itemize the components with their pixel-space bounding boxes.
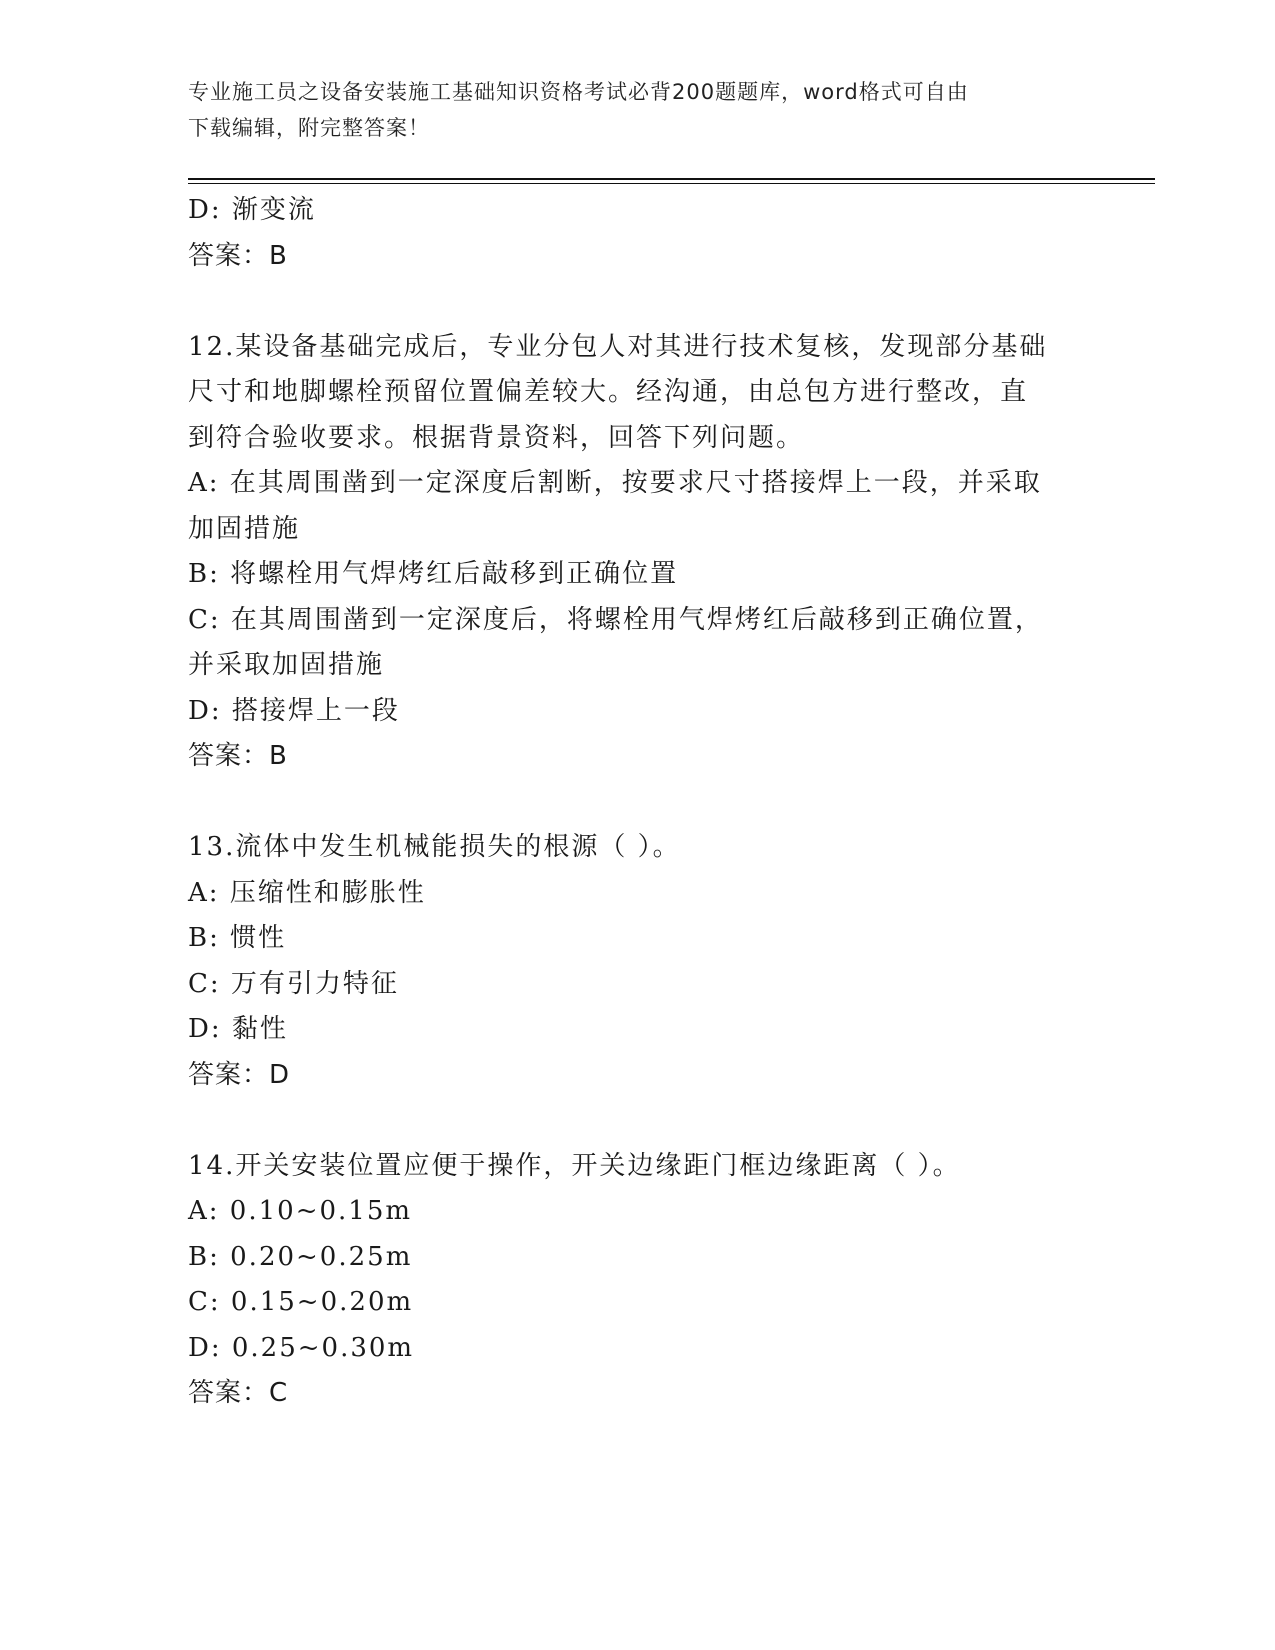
question-content [188, 188, 1088, 1417]
option-b: B: 惯性 [188, 923, 287, 953]
question-14 [188, 1144, 1088, 1417]
option-c-continued: 并采取加固措施 [188, 650, 385, 680]
header-line-1: 专业施工员之设备安装施工基础知识资格考试必背200题题库，word格式可自由 [188, 80, 969, 104]
option-b: B: 将螺栓用气焊烤红后敲移到正确位置 [188, 559, 679, 589]
page-header [188, 74, 1068, 146]
option-a: A: 压缩性和膨胀性 [188, 877, 426, 908]
answer-line: 答案：C [188, 1378, 289, 1408]
question-stem-line: 12.某设备基础完成后，专业分包人对其进行技术复核，发现部分基础 [188, 331, 1048, 362]
question-13 [188, 825, 1088, 1098]
option-a-continued: 加固措施 [188, 513, 301, 544]
option-a: A: 0.10~0.15m [188, 1196, 413, 1226]
question-stem: 13.流体中发生机械能损失的根源（ ）。 [188, 832, 681, 862]
option-c: C: 在其周围凿到一定深度后，将螺栓用气焊烤红后敲移到正确位置， [188, 604, 1043, 635]
option-d: D: 0.25~0.30m [188, 1332, 415, 1363]
option-d: D: 渐变流 [188, 195, 316, 225]
spacer [188, 780, 1088, 826]
question-stem-line: 到符合验收要求。根据背景资料，回答下列问题。 [188, 422, 805, 453]
option-d: D: 黏性 [188, 1014, 288, 1044]
spacer [188, 279, 1088, 325]
option-b: B: 0.20~0.25m [188, 1241, 413, 1272]
previous-question-tail [188, 188, 1088, 279]
answer-line: 答案：B [188, 741, 288, 771]
header-line-2: 下载编辑，附完整答案！ [188, 116, 430, 140]
option-c: C: 0.15~0.20m [188, 1287, 414, 1317]
question-12 [188, 325, 1088, 780]
answer-line: 答案：D [188, 1059, 291, 1090]
option-a: A: 在其周围凿到一定深度后割断，按要求尺寸搭接焊上一段，并采取 [188, 468, 1042, 498]
question-stem: 14.开关安装位置应便于操作，开关边缘距门框边缘距离（ ）。 [188, 1150, 961, 1181]
option-c: C: 万有引力特征 [188, 968, 399, 999]
answer-line: 答案：B [188, 240, 288, 271]
header-divider-thin [188, 183, 1155, 184]
question-stem-line: 尺寸和地脚螺栓预留位置偏差较大。经沟通，由总包方进行整改，直 [188, 377, 1029, 407]
spacer [188, 1098, 1088, 1144]
option-d: D: 搭接焊上一段 [188, 695, 400, 726]
header-divider-thick [188, 178, 1155, 180]
